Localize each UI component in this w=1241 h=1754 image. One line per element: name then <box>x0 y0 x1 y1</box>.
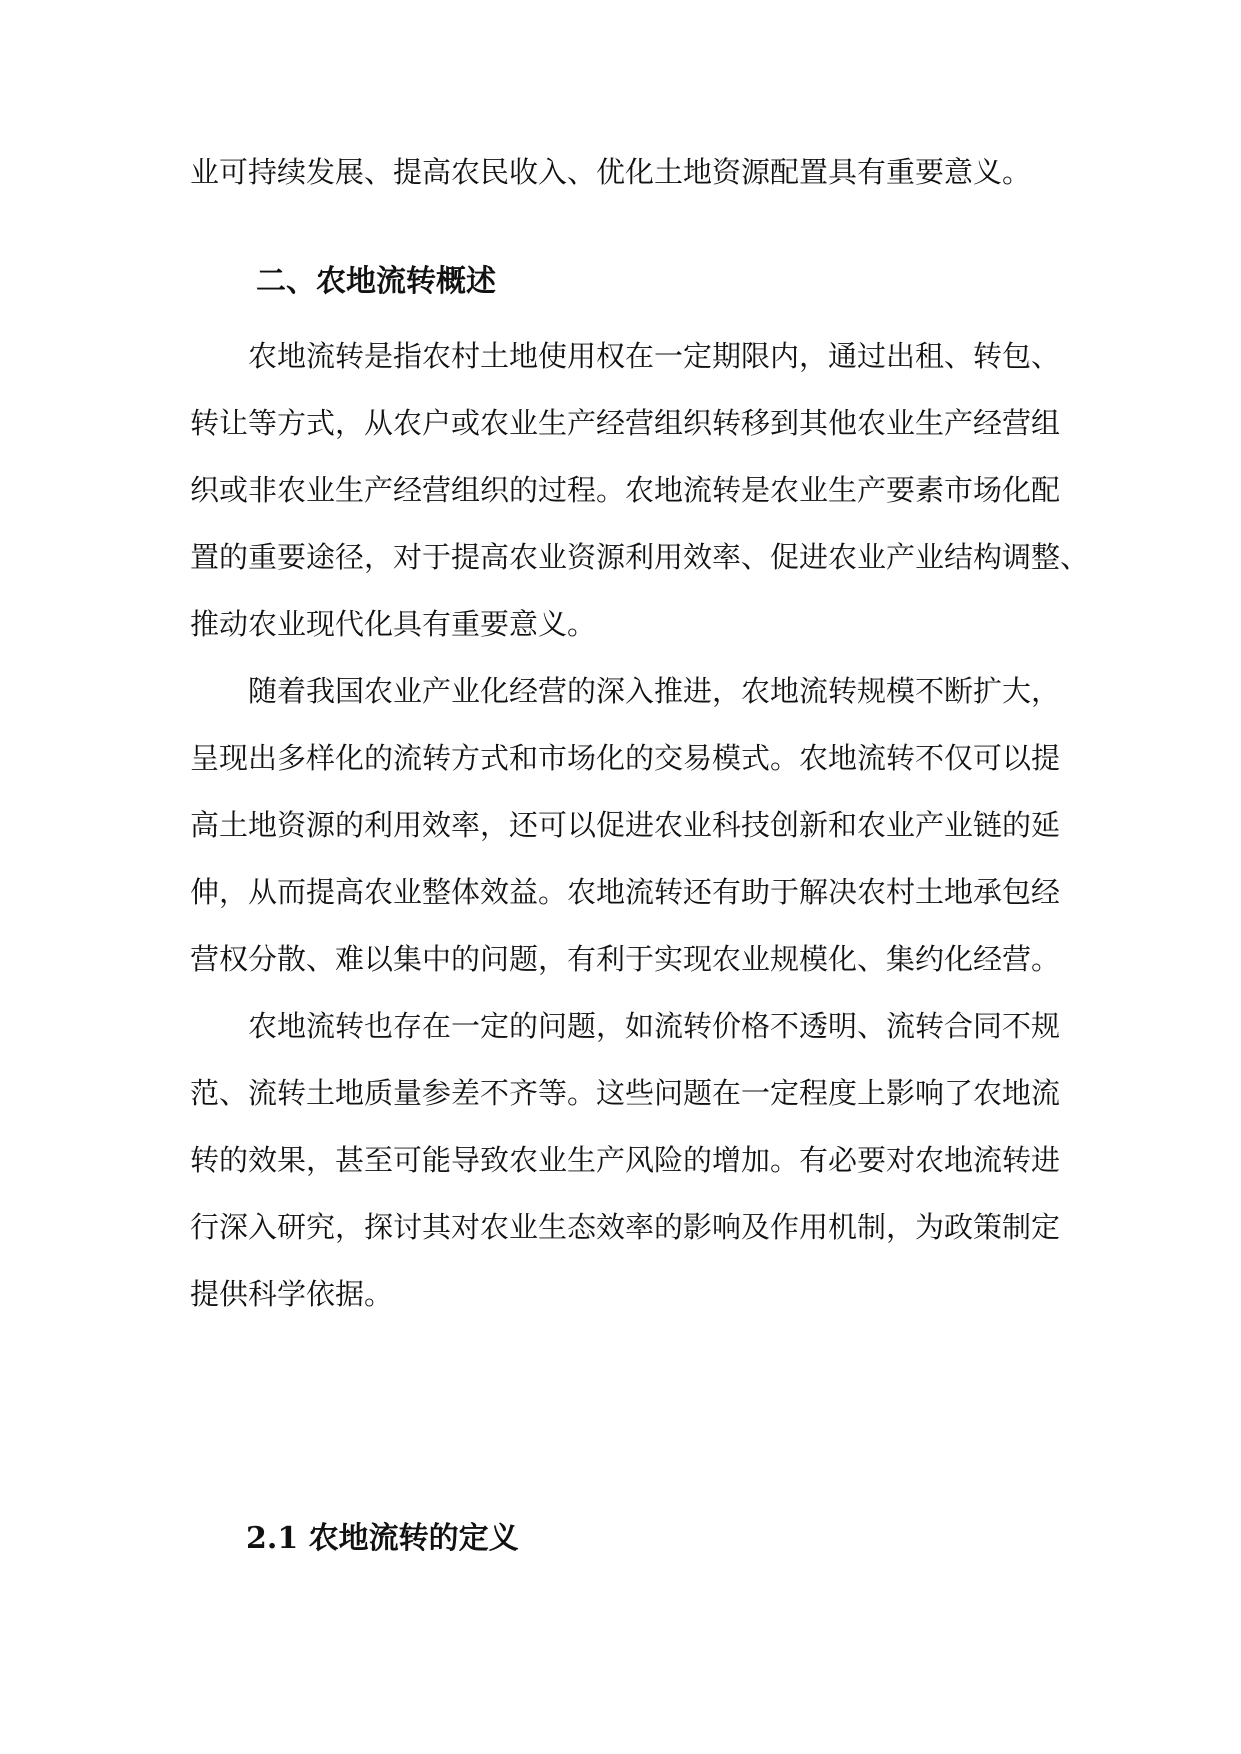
paragraph-1-line-3: 织或非农业生产经营组织的过程。农地流转是农业生产要素市场化配 <box>190 473 1061 507</box>
paragraph-3-line-5: 提供科学依据。 <box>190 1277 394 1311</box>
paragraph-1-line-4: 置的重要途径，对于提高农业资源利用效率、促进农业产业结构调整、 <box>190 540 1090 574</box>
paragraph-2-line-4: 伸，从而提高农业整体效益。农地流转还有助于解决农村土地承包经 <box>190 875 1061 909</box>
paragraph-1-line-2: 转让等方式，从农户或农业生产经营组织转移到其他农业生产经营组 <box>190 406 1061 440</box>
paragraph-3-line-3: 转的效果，甚至可能导致农业生产风险的增加。有必要对农地流转进 <box>190 1143 1061 1177</box>
section-heading: 二、农地流转概述 <box>256 264 496 299</box>
paragraph-3-line-1: 农地流转也存在一定的问题，如流转价格不透明、流转合同不规 <box>248 1009 1061 1043</box>
intro-tail-line: 业可持续发展、提高农民收入、优化土地资源配置具有重要意义。 <box>190 155 1032 189</box>
paragraph-3-line-2: 范、流转土地质量参差不齐等。这些问题在一定程度上影响了农地流 <box>190 1076 1061 1110</box>
paragraph-2-line-5: 营权分散、难以集中的问题，有利于实现农业规模化、集约化经营。 <box>190 942 1061 976</box>
paragraph-2-line-3: 高土地资源的利用效率，还可以促进农业科技创新和农业产业链的延 <box>190 808 1061 842</box>
paragraph-2-line-2: 呈现出多样化的流转方式和市场化的交易模式。农地流转不仅可以提 <box>190 741 1061 775</box>
paragraph-2-line-1: 随着我国农业产业化经营的深入推进，农地流转规模不断扩大， <box>248 674 1061 708</box>
paragraph-1-line-1: 农地流转是指农村土地使用权在一定期限内，通过出租、转包、 <box>248 339 1061 373</box>
paragraph-1-line-5: 推动农业现代化具有重要意义。 <box>190 607 597 641</box>
subsection-heading: 2.1 农地流转的定义 <box>246 1521 519 1556</box>
paragraph-3-line-4: 行深入研究，探讨其对农业生态效率的影响及作用机制，为政策制定 <box>190 1210 1061 1244</box>
